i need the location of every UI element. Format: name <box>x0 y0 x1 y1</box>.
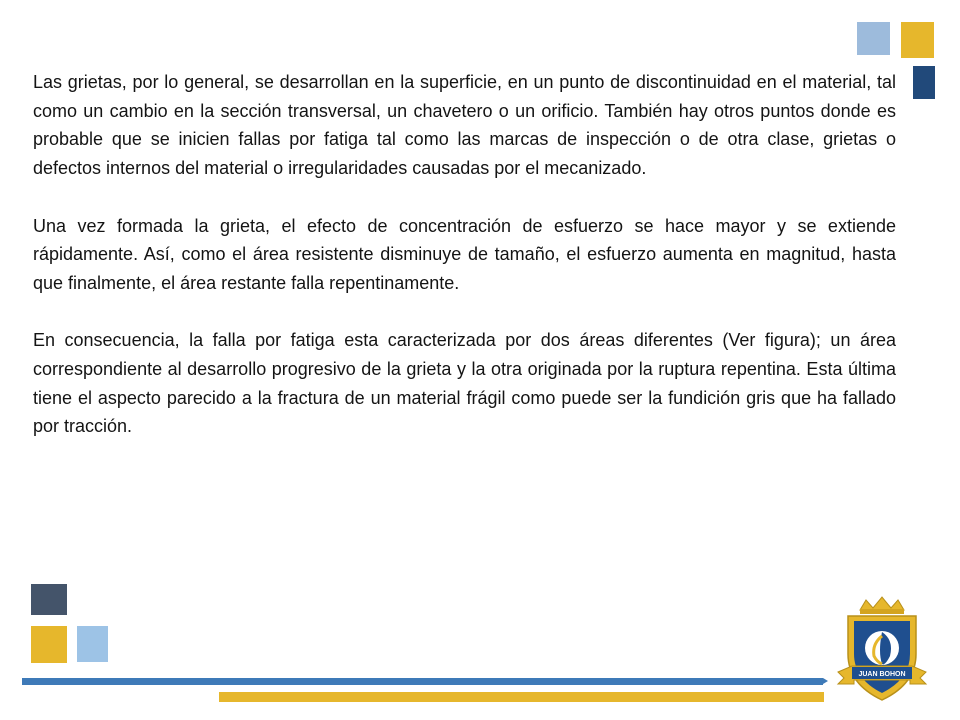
footer-bar-blue <box>22 678 823 685</box>
decor-square-navy-top <box>913 66 935 99</box>
decor-square-light-blue-bottom <box>77 626 108 662</box>
paragraph-3: En consecuencia, la falla por fatiga esta caracterizada por dos áreas diferentes (Ver figura); un área correspondiente al desarrollo progresivo de la grieta y la otra originada por la ruptura repentina. Esta última tiene el aspecto parecido a la fractura de un material frágil como puede ser la fundición gris que ha fallado por tracción. <box>33 330 896 437</box>
decor-square-gold-top <box>901 22 934 58</box>
shield-crest-icon <box>830 596 935 706</box>
slide-body <box>33 68 896 470</box>
paragraph-1: Las grietas, por lo general, se desarrollan en la superficie, en un punto de discontinuidad en el material, tal como un cambio en la sección transversal, un chavetero o un orificio. También hay otros puntos donde es probable que se inicien fallas por fatiga tal como las marcas de inspección o de otra clase, grietas o defectos internos del material o irregularidades causadas por el mecanizado. <box>33 72 896 179</box>
decor-square-light-blue-top <box>857 22 890 55</box>
logo-text: JUAN BOHON <box>858 671 906 678</box>
decor-square-slate-bottom <box>31 584 67 615</box>
footer-bar-gold <box>219 692 824 702</box>
paragraph-2: Una vez formada la grieta, el efecto de concentración de esfuerzo se hace mayor y se extiende rápidamente. Así, como el área resistente disminuye de tamaño, el esfuerzo aumenta en magnitud, hasta que finalmente, el área restante falla repentinamente. <box>33 215 896 293</box>
footer-bar-arrow <box>823 678 828 684</box>
decor-square-gold-bottom <box>31 626 67 663</box>
